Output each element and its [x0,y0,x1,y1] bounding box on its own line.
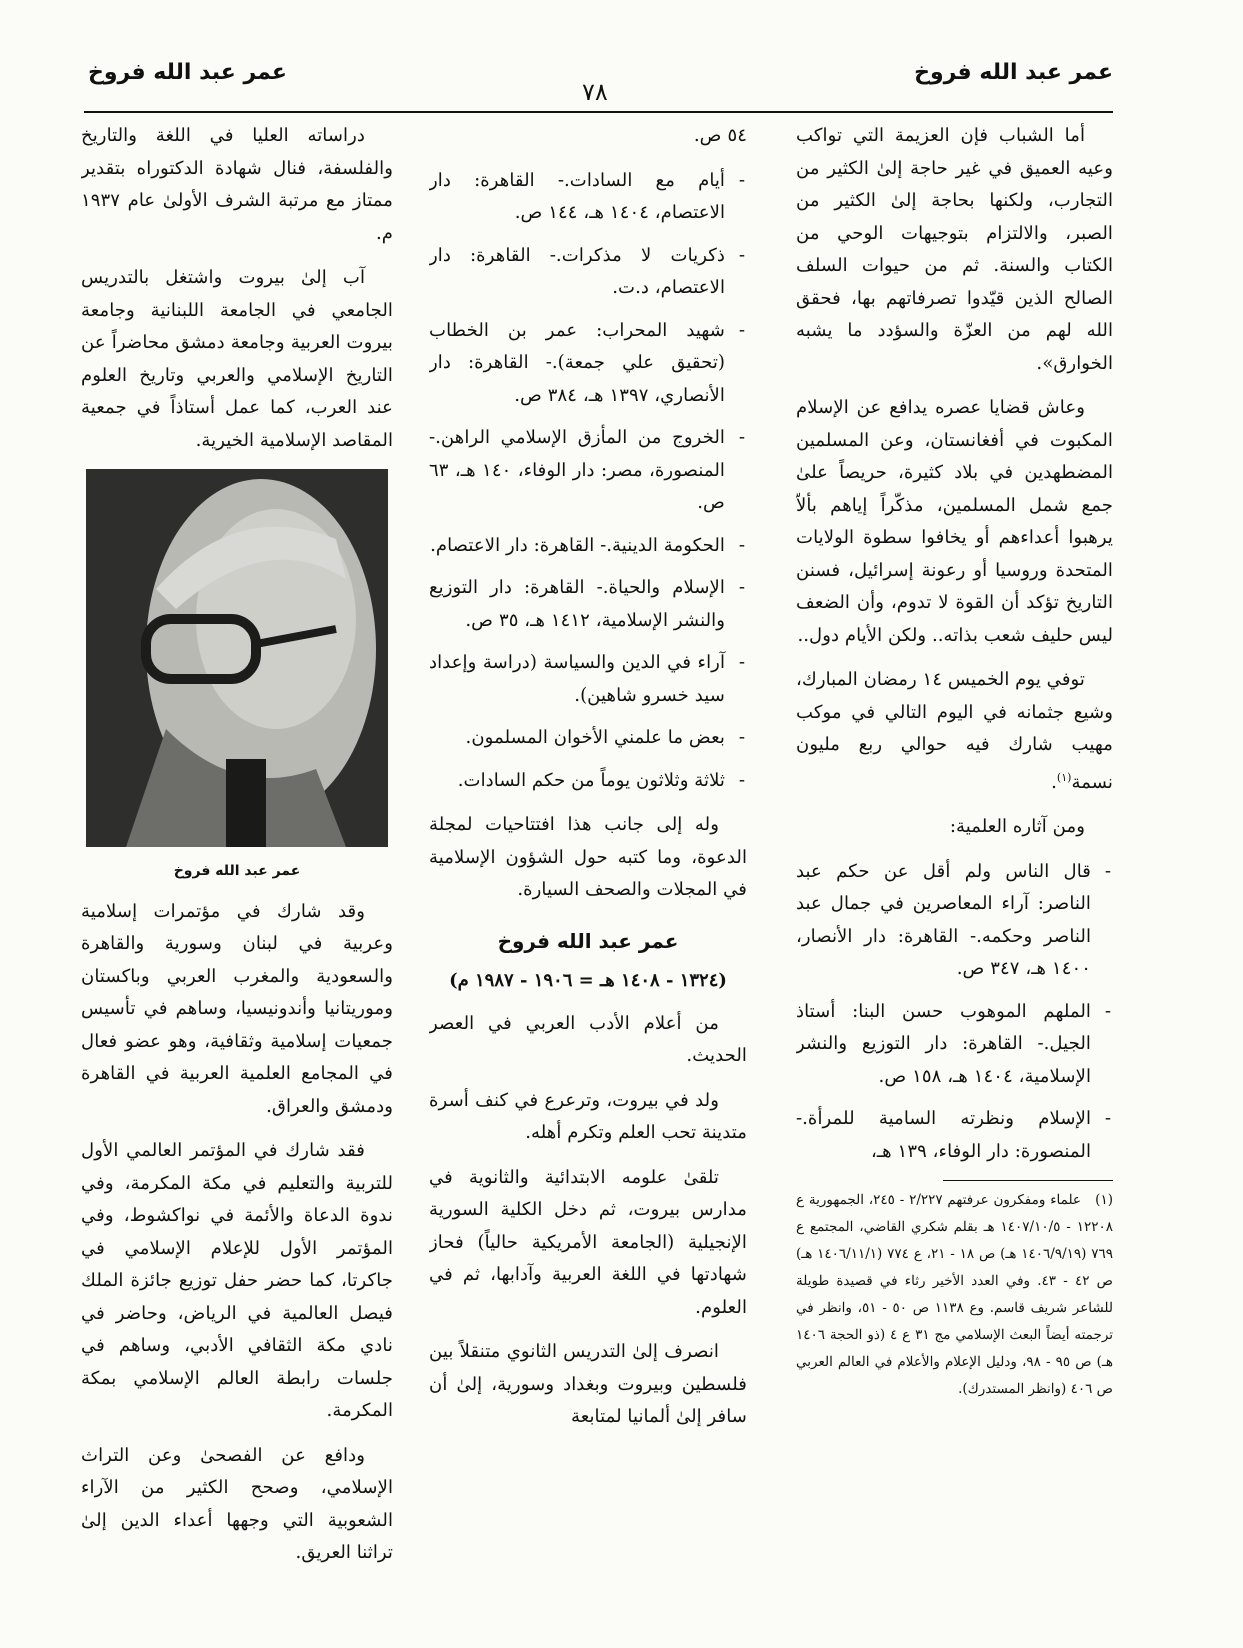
works-heading: ومن آثاره العلمية: [949,816,1085,838]
list-item: - بعض ما علمني الأخوان المسلمون. [429,722,747,755]
paragraph: وله إلى جانب هذا افتتاحيات لمجلة الدعوة، وما كتبه حول الشؤون الإسلامية في المجلات والصحف السيارة. [429,814,747,900]
paragraph: توفي يوم الخميس ١٤ رمضان المبارك، وشيع جثمانه في اليوم التالي في موكب مهيب شارك فيه حوالي ربع مليون نسمة$^{(١)}$. [796,669,1113,793]
paragraph: وعاش قضايا عصره يدافع عن الإسلام المكبوت في أفغانستان، وعن المسلمين المضطهدين في بلاد كثيرة، حريصاً علىٰ جمع شمل المسلمين، مذكّراً إياهم بألاّ يرهبوا أعداءهم أو يخافوا سطوة الولايات المتحدة وروسيا أو رعونة إسرائيل، فسنن التاريخ تؤكد أن القوة لا تدوم، وأن الضعف ليس حليف شعب بذاته.. ولكن الأيام دول.. [796,397,1113,646]
list-item: - آراء في الدين والسياسة (دراسة وإعداد سيد خسرو شاهين). [429,647,747,712]
page-number: ٧٨ [582,78,608,106]
column-middle [429,120,747,1648]
biography-dates: (١٣٢٤ - ١٤٠٨ هـ = ١٩٠٦ - ١٩٨٧ م) [449,970,727,991]
paragraph: تلقىٰ علومه الابتدائية والثانوية في مدارس بيروت، ثم دخل الكلية السورية الإنجيلية (الجامعة الأمريكية حالياً) فحاز شهادتها في اللغة العربية وآدابها، ثم في العلوم. [429,1166,747,1318]
paragraph-text: توفي يوم الخميس ١٤ رمضان المبارك، وشيع جثمانه في اليوم التالي في موكب مهيب شارك فيه حوالي ربع مليون نسمة [796,669,1113,793]
column-left [81,120,393,1648]
footnote-number: (١) [1095,1192,1113,1209]
paragraph: ودافع عن الفصحىٰ وعن التراث الإسلامي، وصحح الكثير من الآراء الشعوبية التي وجهها أعداء الدين إلىٰ تراثنا العريق. [81,1444,393,1563]
paragraph: ولد في بيروت، وترعرع في كنف أسرة متدينة تحب العلم وتكرم أهله. [429,1089,747,1143]
works-list [429,165,747,798]
list-item: - شهيد المحراب: عمر بن الخطاب (تحقيق علي جمعة).- القاهرة: دار الأنصاري، ١٣٩٧ هـ، ٣٨٤ ص. [429,315,747,413]
portrait-illustration [86,469,388,847]
footnote [796,1187,1113,1403]
footnote-reference: (١) [1056,770,1072,784]
works-list [796,856,1113,1169]
paragraph: وقد شارك في مؤتمرات إسلامية وعربية في لبنان وسورية والقاهرة والسعودية والمغرب العربي وباكستان وموريتانيا وأندونيسيا، وساهم في تأسيس جمعيات إسلامية وثقافية، وهو عضو فعال في المجامع العلمية العربية في القاهرة ودمشق والعراق. [81,900,393,1117]
header-rule [84,111,1113,113]
list-item: - أيام مع السادات.- القاهرة: دار الاعتصام، ١٤٠٤ هـ، ١٤٤ ص. [429,165,747,230]
list-item: - الخروج من المأزق الإسلامي الراهن.- المنصورة، مصر: دار الوفاء، ١٤٠ هـ، ٦٣ ص. [429,422,747,520]
footnote-rule [943,1180,1113,1181]
paragraph: ٥٤ ص. [693,125,747,146]
list-item: - الحكومة الدينية.- القاهرة: دار الاعتصام. [429,530,747,563]
list-item: - الإسلام والحياة.- القاهرة: دار التوزيع والنشر الإسلامية، ١٤١٢ هـ، ٣٥ ص. [429,572,747,637]
portrait-photo [86,469,388,847]
list-item: - الملهم الموهوب حسن البنا: أستاذ الجيل.- القاهرة: دار التوزيع والنشر الإسلامية، ١٤٠٤ هـ، ١٥٨ ص. [796,996,1113,1094]
paragraph: آب إلىٰ بيروت واشتغل بالتدريس الجامعي في الجامعة اللبنانية وجامعة بيروت العربية وجامعة دمشق محاضراً عن التاريخ الإسلامي والعربي وتاريخ العلوم عند العرب، كما عمل أستاذاً في جمعية المقاصد الإسلامية الخيرية. [81,267,393,451]
paragraph: انصرف إلىٰ التدريس الثانوي متنقلاً بين فلسطين وبيروت وبغداد وسورية، إلىٰ أن سافر إلىٰ ألمانيا لمتابعة [429,1341,747,1427]
column-right [796,120,1113,1648]
list-item: - ذكريات لا مذكرات.- القاهرة: دار الاعتصام، د.ت. [429,240,747,305]
biography-title: عمر عبد الله فروخ [497,928,679,953]
running-header-left: عمر عبد الله فروخ [88,60,287,85]
list-item: - قال الناس ولم أقل عن حكم عبد الناصر: آراء المعاصرين في جمال عبد الناصر وحكمه.- القاهرة: دار الأنصار، ١٤٠٠ هـ، ٣٤٧ ص. [796,856,1113,986]
photo-caption: عمر عبد الله فروخ [173,863,301,879]
paragraph: فقد شارك في المؤتمر العالمي الأول للتربية والتعليم في مكة المكرمة، وفي ندوة الدعاة والأئمة في نواكشوط، وفي المؤتمر الأول للإعلام الإسلامي في جاكرتا، كما حضر حفل توزيع جائزة الملك فيصل العالمية في الرياض، وحاضر في نادي مكة الثقافي الأدبي، وساهم في جلسات رابطة العالم الإسلامي بمكة المكرمة. [81,1140,393,1421]
paragraph: دراساته العليا في اللغة والتاريخ والفلسفة، فنال شهادة الدكتوراه بتقدير ممتاز مع مرتبة الشرف الأولىٰ عام ١٩٣٧ م. [81,125,393,244]
list-item: - ثلاثة وثلاثون يوماً من حكم السادات. [429,765,747,798]
paragraph: أما الشباب فإن العزيمة التي تواكب وعيه العميق في غير حاجة إلىٰ الكثير من التجارب، ولكنها بحاجة إلىٰ الكثير من الصبر، والالتزام بتوجيهات الوحي من الكتاب والسنة. ثم من حيوات السلف الصالح الذين قيّدوا تصرفاتهم بها، فحقق الله لهم من العزّة والسؤدد ما يشبه الخوارق». [796,125,1113,374]
paragraph: من أعلام الأدب العربي في العصر الحديث. [429,1012,747,1066]
list-item: - الإسلام ونظرته السامية للمرأة.- المنصورة: دار الوفاء، ١٣٩ هـ، [796,1103,1113,1168]
footnote-text: علماء ومفكرون عرفتهم ٢/٢٢٧ - ٢٤٥، الجمهورية ع ١٢٢٠٨ - ١٤٠٧/١٠/٥ هـ بقلم شكري القاضي، المجتمع ع ٧٦٩ (١٤٠٦/٩/١٩ هـ) ص ١٨ - ٢١، ع ٧٧٤ (١٤٠٦/١١/١ هـ) ص ٤٢ - ٤٣. وفي العدد الأخير رثاء في قصيدة طويلة للشاعر شريف قاسم. وع ١١٣٨ ص ٥٠ - ٥١، وانظر في ترجمته أيضاً البعث الإسلامي مج ٣١ ع ٤ (ذو الحجة ١٤٠٦ هـ) ص ٩٥ - ٩٨، ودليل الإعلام والأعلام في العالم العربي ص ٤٠٦ (وانظر المستدرك). [796,1192,1113,1398]
running-header-right: عمر عبد الله فروخ [914,60,1113,85]
